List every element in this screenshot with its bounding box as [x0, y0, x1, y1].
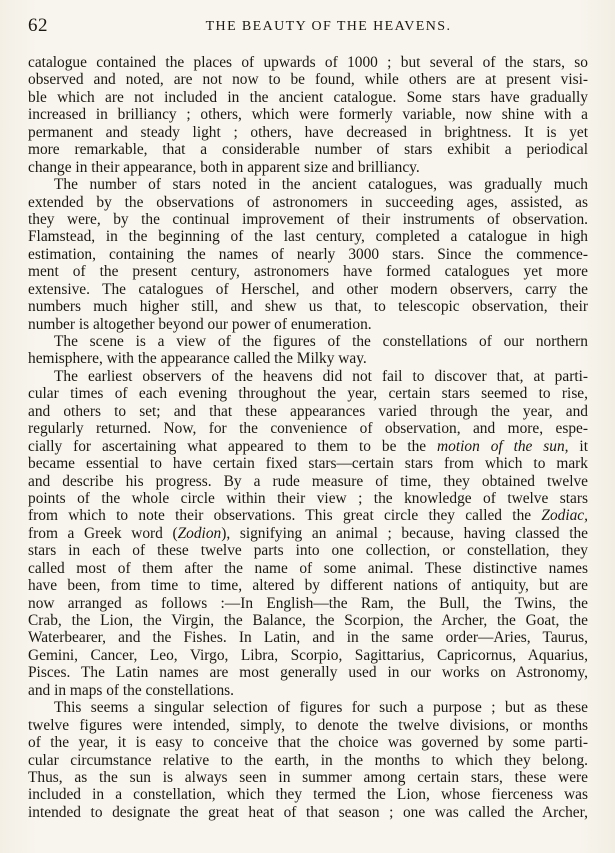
- text-line: now arranged as follows :—In English—the Ram, the Bull, the Twins, the: [28, 594, 588, 612]
- text-line: The number of stars noted in the ancient catalogues, was gradually much: [54, 176, 588, 194]
- text-line: estimation, containing the names of nearly 3000 stars. Since the commence-: [28, 245, 588, 263]
- text-line: Gemini, Cancer, Leo, Virgo, Libra, Scorpio, Sagittarius, Capricornus, Aquarius,: [28, 646, 588, 664]
- text-line: change in their appearance, both in apparent size and brilliancy.: [28, 158, 420, 176]
- text-line: and in maps of the constellations.: [28, 681, 235, 699]
- text-line: they were, by the continual improvement of their instruments of observation.: [28, 210, 588, 228]
- text-line: The earliest observers of the heavens did not fail to discover that, at parti-: [54, 367, 588, 385]
- running-head: THE BEAUTY OF THE HEAVENS.: [205, 19, 452, 34]
- text-line: increased in brilliancy ; others, which were formerly variable, now shine with a: [28, 106, 588, 124]
- text-line: called most of them after the name of some animal. These distinctive names: [28, 559, 588, 577]
- text-line: [28, 438, 588, 455]
- text-line: Flamstead, in the beginning of the last century, completed a catalogue in high: [28, 228, 588, 246]
- text-line: numbers much higher still, and shew us that, to telescopic observation, their: [28, 298, 588, 316]
- text-line: number is altogether beyond our power of enumeration.: [28, 315, 372, 333]
- text-line: and others to set; and that these appearances varied through the year, and: [28, 402, 588, 420]
- text-line: The scene is a view of the figures of the constellations of our northern: [54, 333, 588, 350]
- italic-text: Zodiac,: [541, 507, 588, 525]
- text-line: observed and noted, are not now to be found, while others are at present visi-: [28, 71, 588, 89]
- text-line: became essential to have certain fixed stars—certain stars from which to mark: [28, 455, 588, 473]
- text-line: This seems a singular selection of figures for such a purpose ; but as these: [54, 699, 588, 717]
- text-line: hemisphere, with the appearance called the Milky way.: [28, 350, 367, 368]
- text-line: cular circumstance relative to the earth, in the months to which they belong.: [28, 751, 588, 769]
- text-line: Waterbearer, and the Fishes. In Latin, and in the same order—Aries, Taurus,: [28, 629, 588, 647]
- text-line: cular times of each evening throughout the year, certain stars seemed to rise,: [28, 385, 588, 403]
- text-segment: ), signifying an animal ; because, having classed the: [221, 524, 588, 542]
- text-line: regularly returned. Now, for the convenience of observation, and more, espe-: [28, 420, 588, 438]
- text-line: Thus, as the sun is always seen in summer among certain stars, these were: [28, 768, 588, 786]
- text-line: ment of the present century, astronomers have formed catalogues yet more: [28, 263, 588, 281]
- text-line: extended by the observations of astronomers in succeeding ages, assisted, as: [28, 193, 588, 211]
- text-segment: from which to note their observations. This great circle they called the: [28, 507, 542, 525]
- text-line: stars in each of these twelve parts into one collection, or constellation, they: [28, 542, 588, 560]
- italic-text: Zodion: [177, 524, 222, 542]
- text-line: more remarkable, that a considerable number of stars exhibit a periodical: [28, 141, 588, 159]
- text-line: Pisces. The Latin names are most generally used in our works on Astronomy,: [28, 664, 588, 682]
- text-line: points of the whole circle within their view ; the knowledge of twelve stars: [28, 489, 588, 507]
- text-line: intended to designate the great heat of that season ; one was called the Archer,: [28, 803, 588, 821]
- text-line: ble which are not included in the ancient catalogue. Some stars have gradually: [28, 88, 588, 106]
- text-line: twelve figures were intended, simply, to denote the twelve divisions, or months: [28, 716, 588, 734]
- text-line: have been, from time to time, altered by different nations of antiquity, but are: [28, 577, 588, 595]
- text-line: [28, 507, 588, 524]
- text-segment: it: [568, 437, 588, 455]
- text-line: catalogue contained the places of upwards of 1000 ; but several of the stars, so: [28, 54, 588, 71]
- page-header: [28, 14, 589, 38]
- text-line: Crab, the Lion, the Virgin, the Balance, the Scorpion, the Archer, the Goat, the: [28, 612, 588, 629]
- text-line: permanent and steady light ; others, have decreased in brightness. It is yet: [28, 123, 588, 141]
- text-line: and describe his progress. By a rude measure of time, they obtained twelve: [28, 472, 588, 490]
- text-segment: cially for ascertaining what appeared to them to be the: [28, 437, 438, 455]
- text-line: of the year, it is easy to conceive that the choice was governed by some parti-: [28, 734, 588, 752]
- text-segment: from a Greek word (: [28, 524, 178, 542]
- text-line: included in a constellation, which they termed the Lion, whose fierceness was: [28, 786, 588, 804]
- text-line: [28, 525, 588, 542]
- page-number: 62: [28, 15, 48, 36]
- italic-text: motion of the sun,: [437, 437, 569, 455]
- body-text: [28, 54, 588, 821]
- text-line: extensive. The catalogues of Herschel, and other modern observers, carry the: [28, 280, 588, 298]
